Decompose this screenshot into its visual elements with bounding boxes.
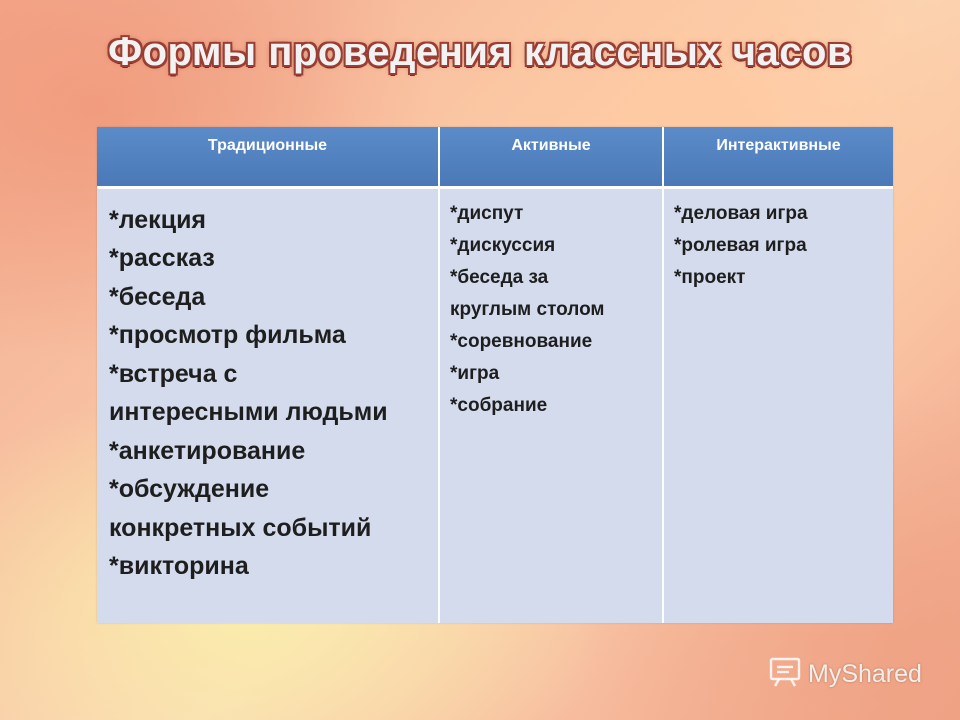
list-item: конкретных событий — [109, 513, 372, 542]
list-item: *проект — [674, 266, 746, 288]
cell-active — [439, 187, 663, 623]
list-item: *лекция — [109, 205, 207, 234]
list-item: *беседа — [109, 282, 206, 311]
list-item: *анкетирование — [109, 436, 306, 465]
slide-title: Формы проведения классных часов — [107, 30, 853, 74]
list-item: интересными людьми — [109, 398, 388, 426]
header-traditional: Традиционные — [97, 127, 439, 187]
watermark — [768, 656, 922, 692]
header-active: Активные — [439, 127, 663, 187]
cell-interactive — [663, 187, 893, 623]
table-row — [97, 187, 893, 623]
header-interactive: Интерактивные — [663, 127, 893, 187]
list-item: *обсуждение — [109, 475, 270, 503]
list-item: *рассказ — [109, 244, 215, 272]
list-item: *игра — [450, 362, 500, 384]
forms-table — [97, 127, 893, 623]
list-item: круглым столом — [450, 298, 605, 320]
list-item: *ролевая игра — [674, 234, 807, 256]
table-header-row — [97, 127, 893, 187]
list-item: *беседа за — [450, 266, 549, 288]
list-item: *викторина — [109, 552, 249, 580]
list-item: *собрание — [450, 394, 548, 416]
cell-traditional — [97, 187, 439, 623]
list-item: *просмотр фильма — [109, 321, 346, 349]
list-item: *соревнование — [450, 330, 593, 352]
list-item: *встреча с — [109, 359, 238, 388]
list-item: *диспут — [450, 202, 524, 224]
watermark-text: MyShared — [808, 659, 922, 688]
list-item: *деловая игра — [674, 202, 808, 224]
list-item: *дискуссия — [450, 234, 556, 256]
presentation-board-icon — [768, 656, 802, 693]
